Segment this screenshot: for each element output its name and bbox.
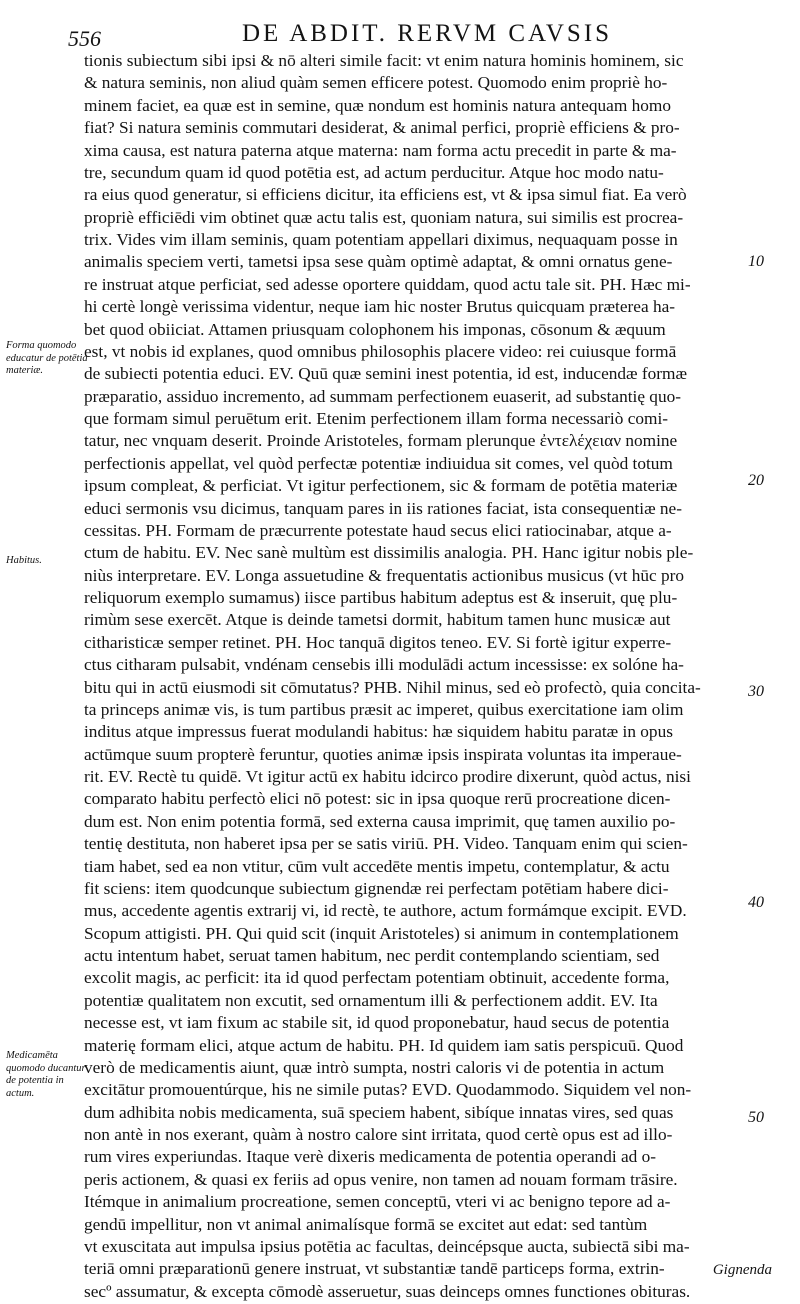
catchword: Gignenda [712, 1262, 772, 1278]
line-number: 10 [748, 253, 764, 270]
running-title: DE ABDIT. RERVM CAVSIS [242, 20, 613, 47]
text-line: hi certè longè verissima videntur, neque iam hic noster Brutus quicquam præterea ha- [84, 297, 676, 317]
text-line: necesse est, vt iam fixum ac stabile sit, id quod proponebatur, haud secus de potentia [84, 1013, 670, 1033]
text-line: bitu qui in actū eiusmodi sit cōmutatus? PHB. Nihil minus, sed eò profectò, quia concita- [84, 677, 701, 697]
text-line: gendū impellitur, non vt animal animalísque formā se excitet aut edat: sed tantùm [84, 1214, 648, 1234]
text-line: perfectionis appellat, vel quòd perfectæ potentiæ indiuidua sit comes, vel quòd totum [84, 453, 673, 473]
text-line: Itémque in animalium procreatione, semen conceptū, vteri vi ac benigno tepore ad a- [84, 1192, 671, 1212]
text-line: animalis speciem verti, tametsi ipsa sese quàm optimè adaptat, & omni ornatus gene- [84, 252, 673, 272]
text-line: verò de medicamentis aiunt, quæ intrò sumpta, nostri caloris vi de potentia in actum [84, 1057, 665, 1077]
text-line: tatur, nec vnquam deserit. Proinde Aristoteles, formam plerunque ἐντελέχειαν nomine [84, 431, 678, 451]
text-line: actu intentum habet, seruat tamen habitum, nec perdit contemplando scientiam, sed [84, 946, 660, 965]
text-line: peris actionem, & quasi ex feriis ad opus venire, non tamen ad nouam formam trāsire. [84, 1169, 678, 1189]
text-line: minem faciet, ea quæ est in semine, quæ nondum est hominis natura antequam homo [84, 95, 671, 115]
text-line: propriè efficiēdi vim obtinet quæ actu talis est, quoniam natura, sui similis est procrea- [84, 207, 684, 227]
text-line: trix. Vides vim illam seminis, quam potentiam appellari diximus, nequaquam posse in [84, 230, 678, 249]
text-line: & natura seminis, non aliud quàm semen efficere potest. Quomodo enim propriè ho- [84, 73, 668, 93]
text-line: excitātur promouentúrque, his ne simile putas? EVD. Quodammodo. Siquidem vel non- [84, 1080, 692, 1100]
text-line: de subiecti potentia educi. EV. Quū quæ semini inest potentia, id est, inducendæ formæ [84, 364, 687, 384]
text-line: citharisticæ semper retinet. PH. Hoc tanquā digitos teneo. EV. Si fortè igitur experre- [84, 632, 672, 652]
text-line: excolit magis, ac perficit: ita id quod perfectam potentiam obtinuit, accedente forma, [84, 968, 670, 988]
text-line: dum est. Non enim potentia formā, sed externa causa imprimit, quę tamen auxilio po- [84, 811, 676, 831]
line-number: 30 [748, 683, 764, 700]
margin-note-habitus: Habitus. [6, 555, 42, 566]
text-line: educi sermonis vsu dicimus, tanquam pares in iis rationes faciat, ista consequentiæ ne- [84, 498, 682, 518]
line-number: 50 [748, 1109, 764, 1126]
text-line: inditus atque impressus fuerat modulandi habitus: hæ siquidem habitu paratæ in opus [84, 722, 673, 742]
text-line: niùs interpretare. EV. Longa assuetudine & frequentatis actionibus musicus (vt hūc pro [84, 565, 685, 585]
text-line: mus, accedente agentis extrarij vi, id rectè, te authore, actum formámque excipit. EVD. [84, 901, 687, 921]
text-line: bet quod obiiciat. Attamen priusquam colophonem his imponas, cōsonum & æquum [84, 319, 666, 339]
line-number: 40 [748, 894, 764, 911]
text-line: rum vires experiundas. Itaque verè dixeris medicamenta de potentia operandi ad o- [84, 1147, 656, 1167]
text-line: potentiæ qualitatem non excutit, sed ornamentum illi & perfectionem addit. EV. Ita [84, 990, 658, 1010]
text-line: reliquorum exemplo sumamus) iisce partibus habitum adeptus est & inseruit, quę plu- [84, 588, 678, 607]
text-line: ipsum compleat, & perficiat. Vt igitur perfectionem, sic & formam de potētia materiæ [84, 476, 678, 496]
text-line: dum adhibita nobis medicamenta, suā speciem habent, sibíque innatas vires, sed quas [84, 1102, 674, 1122]
text-line: ctum de habitu. EV. Nec sanè multùm est dissimilis analogia. PH. Hanc igitur nobis ple- [84, 543, 694, 563]
margin-note-medicamenta: Medicamēta quomodo ducantur de potentia in actum. [6, 1050, 86, 1099]
text-line: fit sciens: item quodcunque subiectum gignendæ rei perfectam potētiam habere dici- [84, 878, 669, 898]
text-line: cessitas. PH. Formam de præcurrente potestate haud secus elici ratiocinabar, atque a- [84, 520, 672, 540]
page-header [0, 14, 800, 54]
text-line: tionis subiectum sibi ipsi & nō alteri simile facit: vt enim natura hominis hominem, sic [84, 51, 684, 70]
text-line: teriā omni præparationū genere instruat, vt substantiæ tandē particeps forma, extrin- [84, 1259, 665, 1279]
text-line: rit. EV. Rectè tu quidē. Vt igitur actū ex habitu idcirco prodire dixerunt, quòd actus, nisi [84, 767, 691, 786]
margin-note-forma: Forma quomodo educatur de potētia materiæ. [6, 340, 88, 376]
text-line: materię formam elici, atque actum de habitu. PH. Id quidem iam satis perspicuū. Quod [84, 1035, 684, 1055]
text-line: secº assumatur, & excepta cōmodè asseruetur, suas deinceps omnes functiones obituras. [84, 1281, 691, 1301]
text-line: præparatio, assiduo incremento, ad summam perfectionem euaserit, ad substantię quo- [84, 386, 681, 406]
text-line: est, vt nobis id explanes, quod omnibus philosophis placere video: rei cuiusque formā [84, 341, 677, 361]
text-line: Scopum attigisti. PH. Qui quid scit (inquit Aristoteles) si animum in contemplationem [84, 923, 679, 943]
text-line: ctus citharam pulsabit, vndénam censebis illi modulādi actum incessisse: ex solóne ha- [84, 655, 684, 675]
text-line: comparato habitu perfectò elici nō potest: sic in ipsa quoque rerū procreatione dicen- [84, 789, 671, 809]
text-line: rimùm sese exercēt. Atque is deinde tametsi dormit, habitum tamen hunc musicæ aut [84, 610, 671, 630]
text-line: re instruat atque perficiat, sed adesse oportere quiddam, quod actu tale sit. PH. Hæc mi- [84, 274, 691, 294]
text-line: non antè in nos exerant, quàm à nostro calore sint irritata, quod certè opus est ad illo- [84, 1125, 673, 1144]
text-line: actūmque suum propterè feruntur, quoties animæ ipsis inspirata voluntas ita imperaue- [84, 744, 682, 764]
text-line: tentię destituta, non haberet ipsa per se satis viriū. PH. Video. Tanquam enim qui scien- [84, 834, 688, 854]
text-line: fiat? Si natura seminis commutari desiderat, & animal perfici, propriè efficiens & pro- [84, 118, 680, 138]
text-line: que formam simul peruētum erit. Etenim perfectionem illam forma necessariò comi- [84, 409, 669, 428]
text-line: tre, secundum quam id quod potētia est, ad actum perducitur. Atque hoc modo natu- [84, 162, 664, 182]
text-line: vt exuscitata aut impulsa ipsius potētia ac facultas, deincépsque aucta, subiectā sibi ma- [84, 1236, 690, 1256]
page-number: 556 [68, 26, 101, 51]
text-line: xima causa, est natura paterna atque materna: nam forma actu precedit in parte & ma- [84, 140, 677, 160]
main-text [84, 50, 774, 1303]
text-line: ta princeps animæ vis, is tum partibus præsit ac imperet, quibus exercitatione iam olim [84, 699, 684, 719]
text-line: ra eius quod generatur, si efficiens dicitur, ita efficiens est, vt & ipsa simul fiat. Ea verò [84, 185, 687, 205]
text-line: tiam habet, sed ea non vtitur, cūm vult accedēte mentis impetu, contemplatur, & actu [84, 856, 670, 876]
line-number: 20 [748, 472, 764, 489]
